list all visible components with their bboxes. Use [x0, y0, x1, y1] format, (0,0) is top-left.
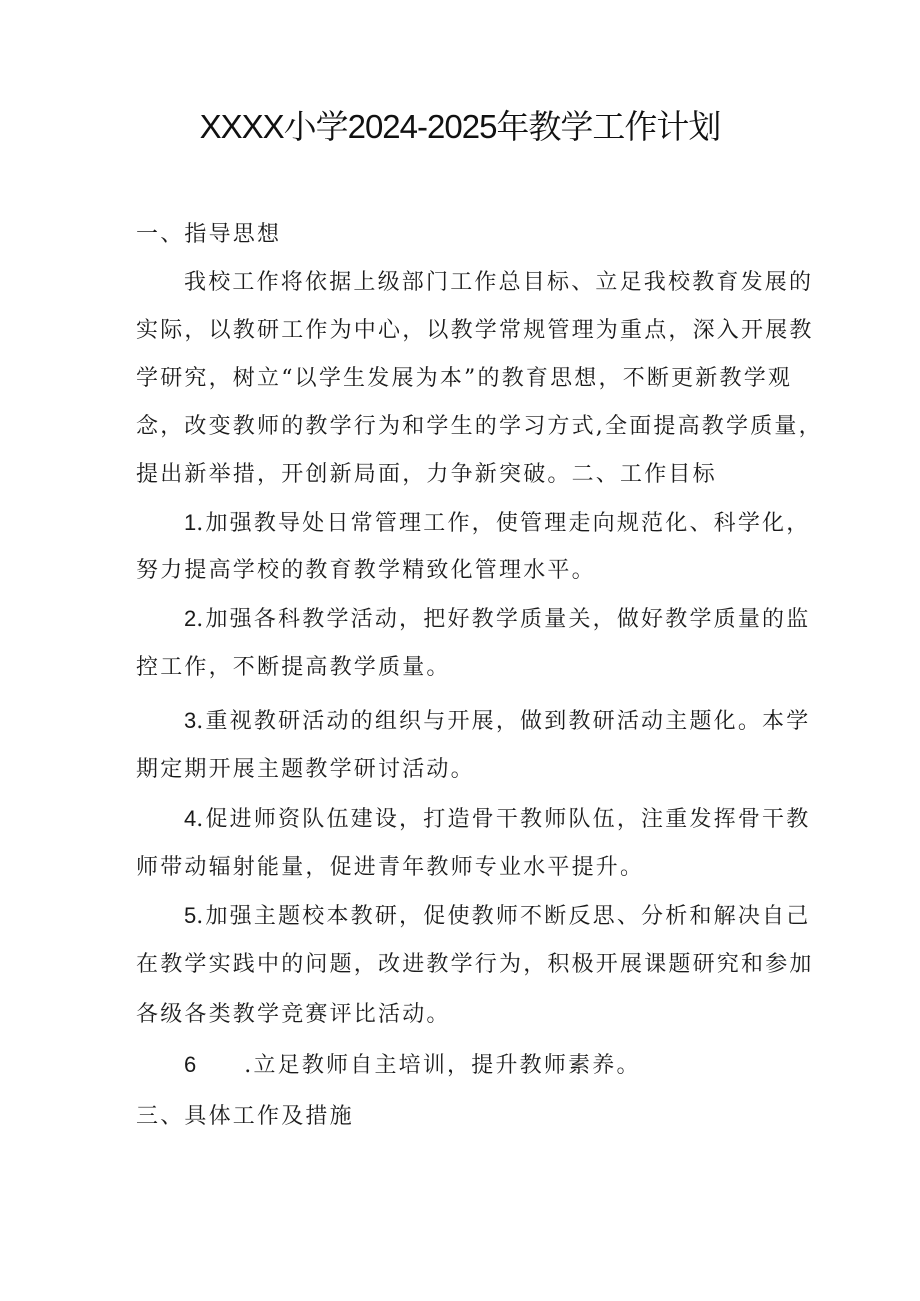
goal-line: 控工作，不断提高教学质量。: [136, 655, 451, 680]
goal-line: 在教学实践中的问题，改进教学行为，积极开展课题研究和参加: [136, 952, 814, 977]
goal-number: 5: [184, 903, 197, 928]
goal-item-3: [184, 701, 810, 741]
goal-text: .加强教导处日常管理工作，使管理走向规范化、科学化，: [196, 511, 811, 536]
goal-number: 6: [184, 1052, 197, 1077]
goal-number: 1: [184, 510, 197, 535]
paragraph-line: 念，改变教师的教学行为和学生的学习方式,全面提高教学质量，: [136, 414, 823, 439]
goal-line: 努力提高学校的教育教学精致化管理水平。: [136, 558, 596, 583]
paragraph-line: 提出新举措，开创新局面，力争新突破。二、工作目标: [136, 462, 717, 487]
goal-text: .加强主题校本教研，促使教师不断反思、分析和解决自己: [196, 904, 811, 929]
goal-number: 4: [184, 806, 197, 831]
goal-text: .立足教师自主培训，提升教师素养。: [244, 1053, 641, 1078]
goal-text: .重视教研活动的组织与开展，做到教研活动主题化。本学: [196, 709, 811, 734]
paragraph-line: 学研究，树立“以学生发展为本”的教育思想，不断更新教学观: [136, 366, 793, 391]
goal-text: .加强各科教学活动，把好教学质量关，做好教学质量的监: [196, 607, 811, 632]
paragraph-line: 实际，以教研工作为中心，以教学常规管理为重点，深入开展教: [136, 318, 814, 343]
goal-item-1: [184, 503, 810, 543]
section-heading-specific-work: 三、具体工作及措施: [136, 1104, 354, 1129]
goal-item-5: [184, 896, 810, 936]
document-title: XXXX小学2024-2025年教学工作计划: [199, 108, 721, 145]
goal-line: 师带动辐射能量，促进青年教师专业水平提升。: [136, 855, 645, 880]
paragraph-line: 我校工作将依据上级部门工作总目标、立足我校教育发展的: [184, 270, 814, 295]
goal-line: 各级各类教学竞赛评比活动。: [136, 1002, 451, 1027]
goal-item-2: [184, 599, 810, 639]
goal-item-4: [184, 799, 810, 839]
goal-text: .促进师资队伍建设，打造骨干教师队伍，注重发挥骨干教: [196, 807, 811, 832]
goal-number: 3: [184, 708, 197, 733]
goal-line: 期定期开展主题教学研讨活动。: [136, 757, 475, 782]
section-heading-guiding-ideology: 一、指导思想: [136, 222, 282, 247]
goal-item-6: [184, 1045, 641, 1085]
goal-number: 2: [184, 606, 197, 631]
